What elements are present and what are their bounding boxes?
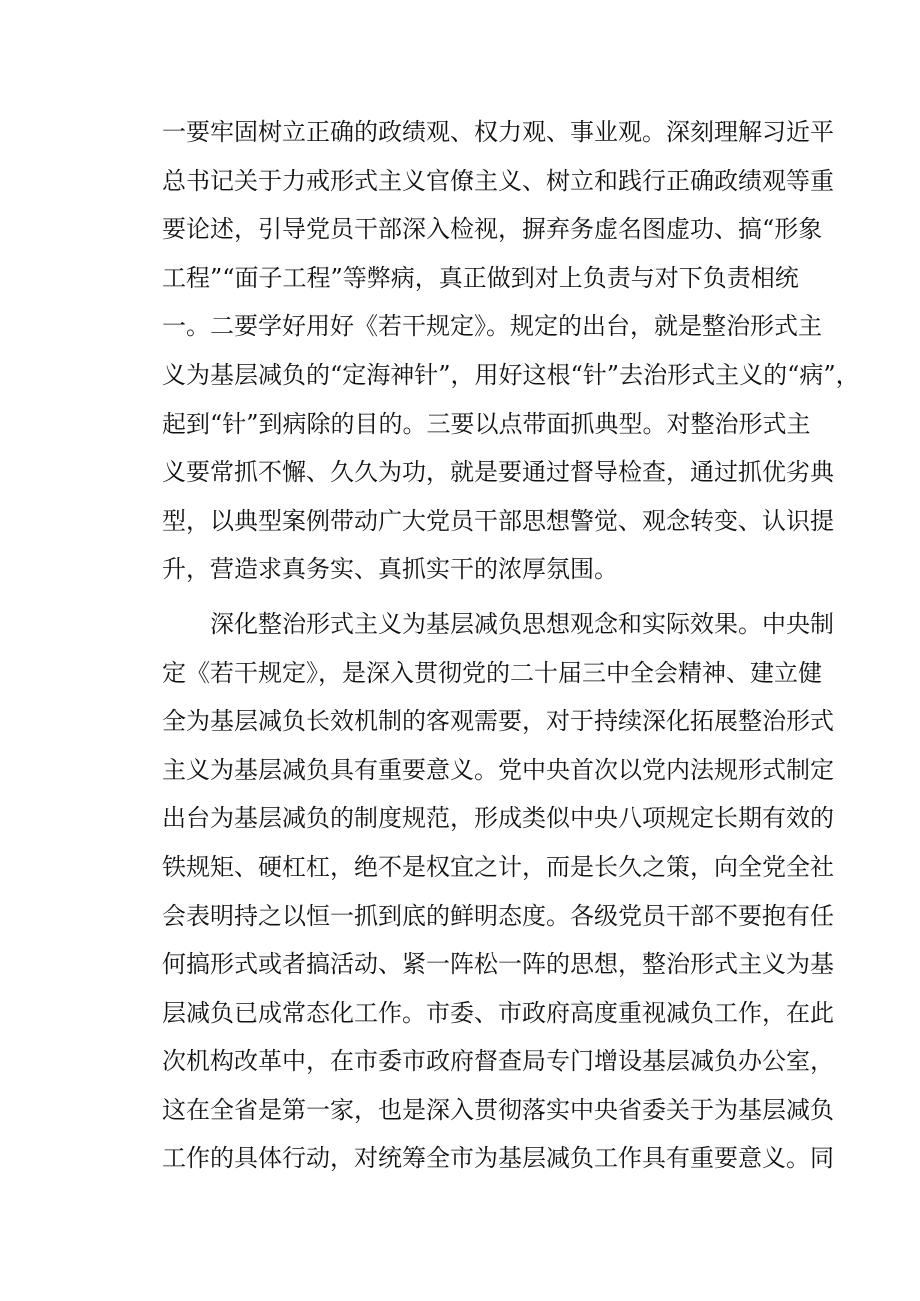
text-line: 会表明持之以恒一抓到底的鲜明态度。各级党员干部不要抱有任 bbox=[162, 901, 834, 930]
text-line: 次机构改革中，在市委市政府督查局专门增设基层减负办公室， bbox=[162, 1047, 834, 1076]
text-line: 义为基层减负的“定海神针”，用好这根“针”去治形式主义的“病”， bbox=[162, 360, 860, 389]
text-line: 工作的具体行动，对统筹全市为基层减负工作具有重要意义。同 bbox=[162, 1144, 834, 1173]
text-line: 出台为基层减负的制度规范，形成类似中央八项规定长期有效的 bbox=[162, 804, 834, 833]
text-line: 义要常抓不懈、久久为功，就是要通过督导检查，通过抓优劣典 bbox=[162, 458, 834, 487]
text-line: 一要牢固树立正确的政绩观、权力观、事业观。深刻理解习近平 bbox=[162, 118, 834, 146]
paragraph-2 bbox=[162, 600, 834, 1183]
document-body bbox=[162, 108, 860, 1183]
text-line: 深化整治形式主义为基层减负思想观念和实际效果。中央制 bbox=[210, 609, 834, 638]
text-line: 定《若干规定》，是深入贯彻党的二十届三中全会精神、建立健 bbox=[162, 658, 822, 687]
text-line: 一。二要学好用好《若干规定》。规定的出台，就是整治形式主 bbox=[162, 312, 822, 341]
text-line: 起到“针”到病除的目的。三要以点带面抓典型。对整治形式主 bbox=[162, 409, 811, 438]
text-line: 总书记关于力戒形式主义官僚主义、树立和践行正确政绩观等重 bbox=[162, 166, 834, 195]
text-line: 主义为基层减负具有重要意义。党中央首次以党内法规形式制定 bbox=[162, 755, 834, 784]
text-line: 要论述，引导党员干部深入检视，摒弃务虚名图虚功、搞“形象 bbox=[162, 215, 823, 244]
paragraph-1 bbox=[162, 108, 860, 594]
text-line: 升，营造求真务实、真抓实干的浓厚氛围。 bbox=[162, 555, 618, 584]
text-line: 何搞形式或者搞活动、紧一阵松一阵的思想，整治形式主义为基 bbox=[162, 950, 834, 979]
text-line: 型，以典型案例带动广大党员干部思想警觉、观念转变、认识提 bbox=[162, 506, 834, 535]
text-line: 层减负已成常态化工作。市委、市政府高度重视减负工作，在此 bbox=[162, 998, 834, 1027]
text-line: 这在全省是第一家，也是深入贯彻落实中央省委关于为基层减负 bbox=[162, 1095, 834, 1124]
text-line: 工程”“面子工程”等弊病，真正做到对上负责与对下负责相统 bbox=[162, 263, 799, 292]
text-line: 铁规矩、硬杠杠，绝不是权宜之计，而是长久之策，向全党全社 bbox=[162, 852, 834, 881]
text-line: 全为基层减负长效机制的客观需要，对于持续深化拓展整治形式 bbox=[162, 707, 834, 736]
